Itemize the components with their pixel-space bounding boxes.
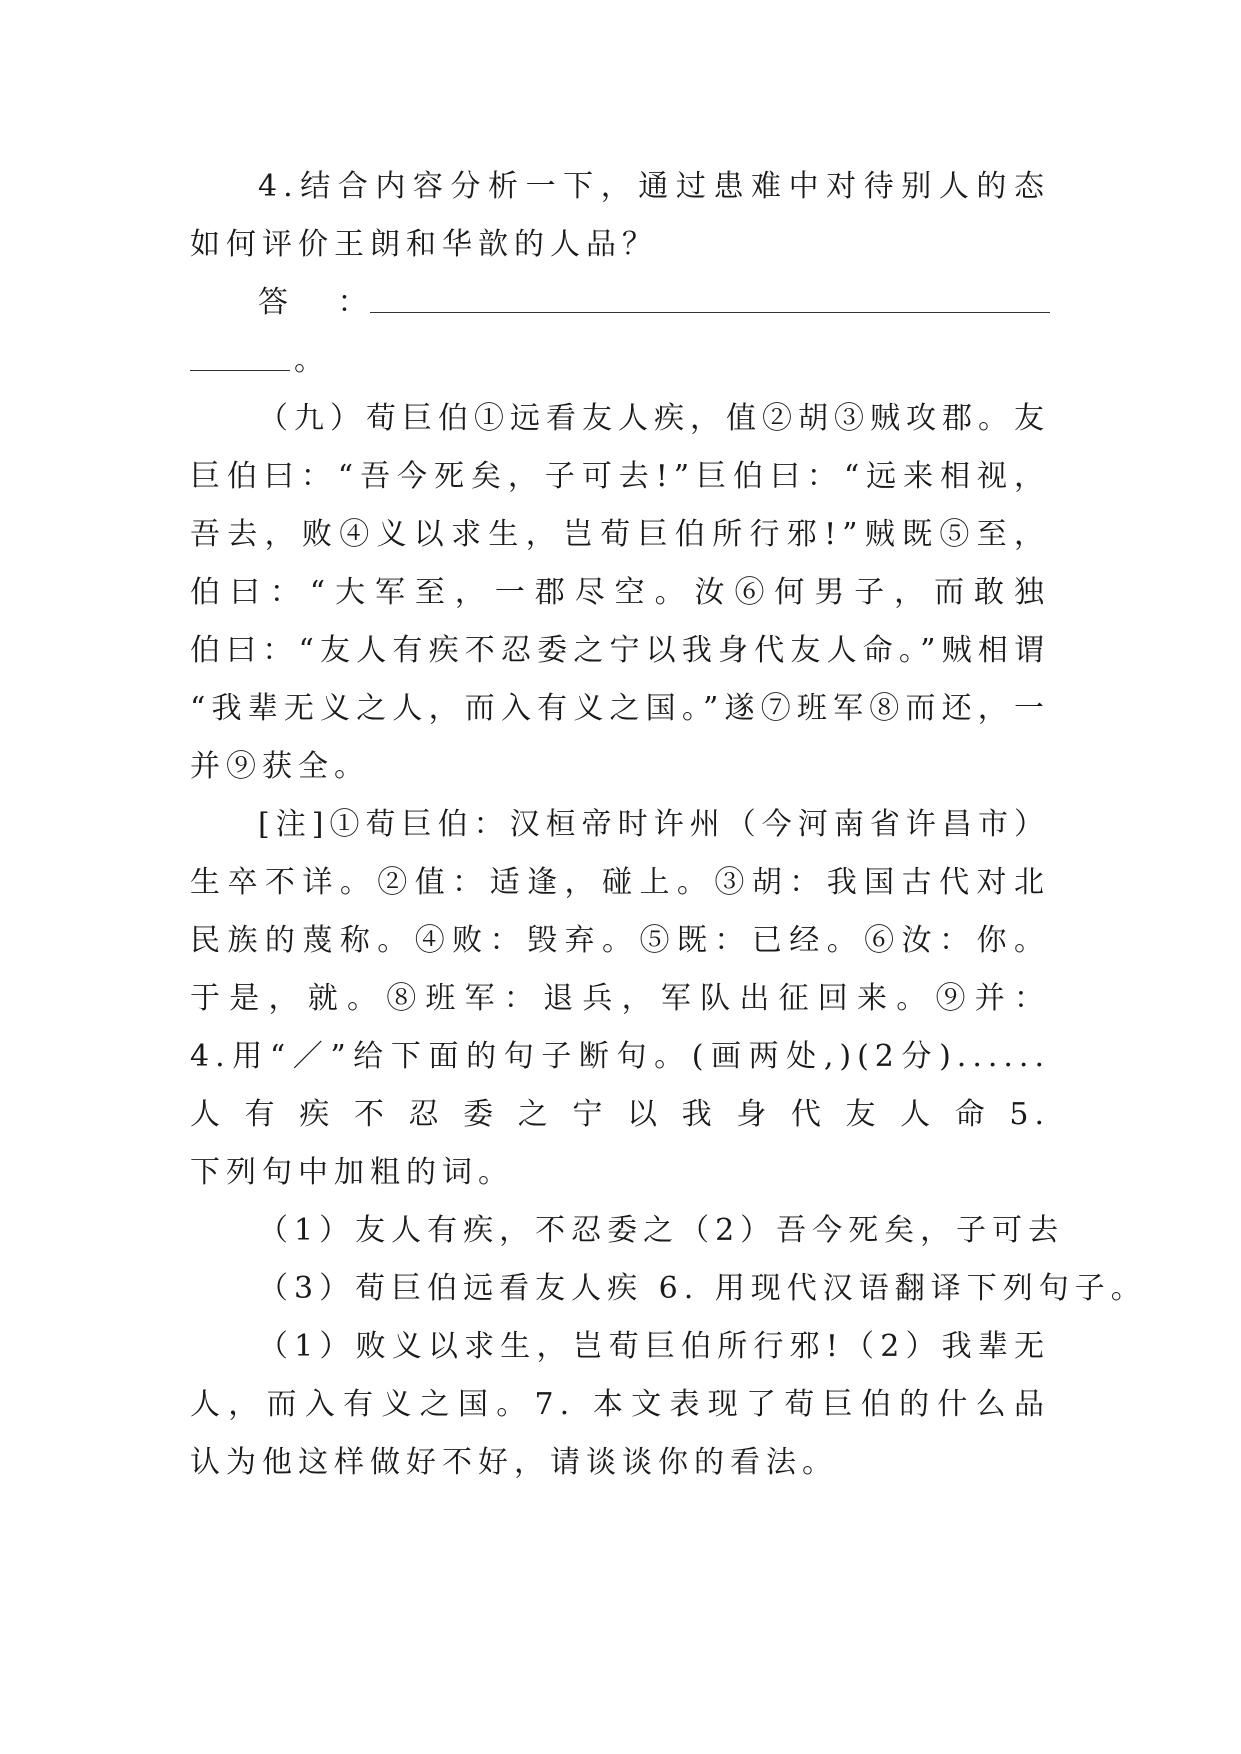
item-line: 人，而入有义之国。7. 本文表现了荀巨伯的什么品 <box>190 1387 1050 1422</box>
item-line: （1）败义以求生，岂荀巨伯所行邪!（2）我辈无 <box>258 1329 1050 1364</box>
note-line: [注]①荀巨伯：汉桓帝时许州（今河南省许昌市） <box>258 807 1050 842</box>
document-page <box>190 158 1147 1492</box>
passage-line: 伯曰：“大军至，一郡尽空。汝⑥何男子，而敢独 <box>190 575 1050 610</box>
question-4-line-1: 4.结合内容分析一下，通过患难中对待别人的态 <box>258 169 1050 204</box>
item-line: （1）友人有疾，不忍委之（2）吾今死矣，子可去 <box>258 1213 1065 1248</box>
note-line: 于是，就。⑧班军：退兵，军队出征回来。⑨并： <box>190 981 1050 1016</box>
passage-line: “我辈无义之人，而入有义之国。”遂⑦班军⑧而还，一 <box>190 691 1050 726</box>
item-line: 认为他这样做好不好，请谈谈你的看法。 <box>190 1445 838 1480</box>
item-line: （3）荀巨伯远看友人疾 6. 用现代汉语翻译下列句子。 <box>258 1271 1147 1306</box>
passage-line: 并⑨获全。 <box>190 749 370 784</box>
question-4-sentence-line: 人 有 疾 不 忍 委 之 宁 以 我 身 代 友 人 命 5. <box>190 1097 1050 1132</box>
question-4-line-2: 如何评价王朗和华歆的人品？ <box>190 227 658 262</box>
note-line: 民族的蔑称。④败：毁弃。⑤既：已经。⑥汝：你。 <box>190 923 1050 958</box>
answer-end-mark: 。 <box>294 343 330 378</box>
note-line: 生卒不详。②值：适逢，碰上。③胡：我国古代对北 <box>190 865 1050 900</box>
passage-line: 吾去，败④义以求生，岂荀巨伯所行邪!”贼既⑤至， <box>190 517 1050 552</box>
answer-continuation <box>190 332 1050 390</box>
question-4-break-line: 4.用“／”给下面的句子断句。(画两处,)(2分)...... <box>190 1039 1050 1074</box>
answer-blank-short <box>190 332 290 371</box>
question-5-line: 下列句中加粗的词。 <box>190 1155 514 1190</box>
answer-row <box>190 274 1050 332</box>
answer-label: 答 ： <box>258 285 388 320</box>
passage-line: （九）荀巨伯①远看友人疾，值②胡③贼攻郡。友 <box>258 401 1050 436</box>
passage-line: 伯曰：“友人有疾不忍委之宁以我身代友人命。”贼相谓 <box>190 633 1050 668</box>
answer-blank-line <box>370 312 1050 313</box>
passage-line: 巨伯曰：“吾今死矣，子可去!”巨伯曰：“远来相视， <box>190 459 1050 494</box>
